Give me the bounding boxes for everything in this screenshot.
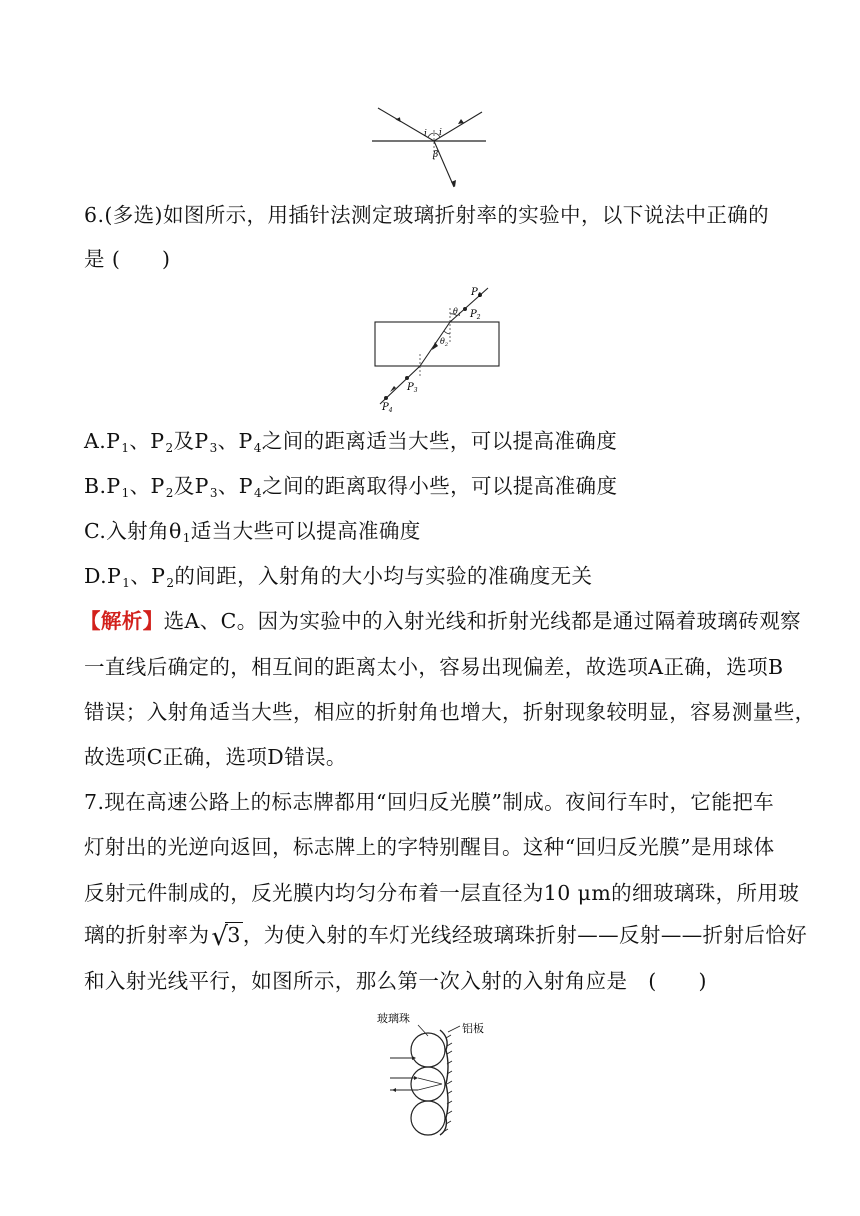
glass-bead-figure [376,1008,500,1136]
theta2-label: $\theta_2$ [440,337,449,348]
pin-p2 [463,307,467,311]
analysis-line-3: 错误；入射角适当大些，相应的折射角也增大，折射现象较明显，容易测量些， [84,700,816,724]
analysis-line-4: 故选项C正确，选项D错误。 [84,745,347,769]
option-c: C.入射角$\theta_1$适当大些可以提高准确度 [84,519,421,545]
angle-i-right-label: i [439,128,442,138]
q6-stem-line2: 是 ( ) [84,247,171,271]
p1-label: $P_1$ [471,287,482,299]
glass-block-pin-figure [368,284,508,412]
angle-i-left-label: i [424,129,427,139]
bead-label: 玻璃珠 [377,1012,410,1025]
analysis-line-2: 一直线后确定的，相互间的距离太小，容易出现偏差，故选项A正确，选项B [84,655,784,679]
q7-line-2: 灯射出的光逆向返回，标志牌上的字特别醒目。这种“回归反光膜”是用球体 [84,835,775,859]
q7-line-4: 璃的折射率为√3，为使入射的车灯光线经玻璃珠折射——反射——折射后恰好 [84,922,808,952]
analysis-line-1: 【解析】选A、C。因为实验中的入射光线和折射光线都是通过隔着玻璃砖观察 [80,609,801,633]
option-a: $A.P_1$、$P_2$及$P_3$、$P_4$之间的距离适当大些，可以提高准确度 [84,429,618,455]
p4-label: $P_4$ [382,402,393,412]
q6-stem-line1: 6.(多选)如图所示，用插针法测定玻璃折射率的实验中，以下说法中正确的 [84,203,770,227]
p3-label: $P_3$ [407,382,418,394]
option-d: $D.P_1$、$P_2$的间距，入射角的大小均与实验的准确度无关 [84,564,593,590]
q7-line-3: 反射元件制成的，反光膜内均匀分布着一层直径为10 μm的细玻璃珠，所用玻 [84,881,800,905]
reflection-refraction-figure [366,104,490,190]
plate-label: 铝板 [462,1022,484,1035]
analysis-tag: 【解析】 [80,609,164,633]
pin-p4 [384,396,388,400]
p2-label: $P_2$ [470,309,481,321]
option-b: $B.P_1$、$P_2$及$P_3$、$P_4$之间的距离取得小些，可以提高准确度 [84,474,618,500]
q7-line-1: 7.现在高速公路上的标志牌都用“回归反光膜”制成。夜间行车时，它能把车 [84,790,775,814]
theta1-label: $\theta_1$ [453,307,462,318]
pin-p3 [405,376,409,380]
q7-line-5: 和入射光线平行，如图所示，那么第一次入射的入射角应是 ( ) [84,969,707,993]
angle-beta-label: β [433,150,439,160]
sqrt-expression: √3 [211,922,241,952]
